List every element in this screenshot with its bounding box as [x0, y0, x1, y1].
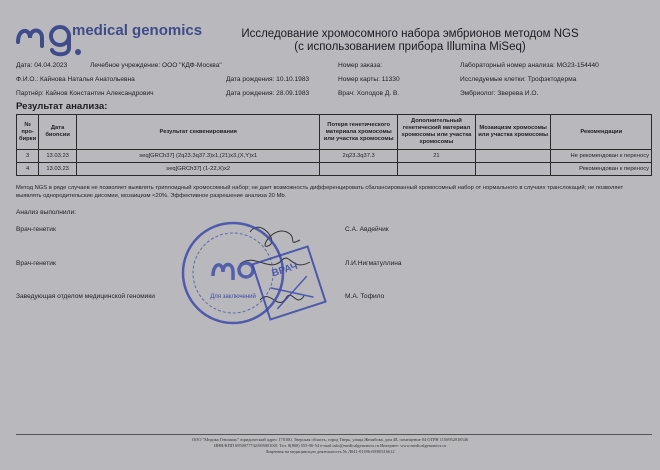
signer-name-2: Л.И.Нигматуллина: [345, 260, 402, 267]
patient-name: Ф.И.О.: Кайнова Наталья Анатольевна: [16, 76, 135, 83]
header-sequencing-result: Результат секвенирования: [77, 115, 320, 150]
signer-name-1: С.А. Авдейчик: [345, 226, 389, 233]
signer-name-3: М.А. Тофило: [345, 293, 385, 300]
cell-tube: 4: [17, 163, 39, 176]
card-number: Номер карты: 11330: [338, 76, 400, 83]
footer-line-1: ООО "Медика Геномикс" юридический адрес 170100, Тверская область, город Тверь, улица Желябова, дом 48, помещение 04 ОГРН 1156952018546: [191, 437, 469, 442]
cell-mosaic: [475, 150, 551, 163]
header-tube-number: № про-бирки: [17, 115, 39, 150]
cell-recommendation: Не рекомендован к переносу: [551, 150, 652, 163]
section-title: Результат анализа:: [16, 101, 108, 112]
report-date: Дата: 04.04.2023: [16, 62, 68, 69]
square-stamp-text: ВРАЧ: [270, 260, 300, 280]
institution: Лечебное учреждение: ООО "КДФ-Москва": [90, 62, 222, 69]
footer-line-2: ИНН/КПП 6950077742/695001001 Тел. 8(800) 555-06-54 e-mail info@medicalgenomics.ru Интернет: www.medicalgenomics.ru: [213, 443, 447, 448]
table-row: [17, 163, 652, 176]
cell-result: seq[GRCh37] (1-22,X)x2: [77, 163, 320, 176]
header-gain: Дополнительный генетический материал хромосомы или участка хромосомы: [398, 115, 476, 150]
title-line-2: (с использованием прибора Illumina MiSeq): [294, 41, 526, 53]
doctor-name: Врач: Холодов Д. В.: [338, 90, 400, 97]
signer-role-2: Врач-генетик: [16, 260, 56, 267]
method-note: Метод NGS в ряде случаев не позволяет выявлять триплоидный хромосомный набор; не дает возможность дифференцировать сбалансированный хромосомный набор от нормального в случаях транслокаций; не позволяет выявлять однородительские дисомии, мозаицизм <20%. Эффективное разрешение анализа 20 Mb.: [16, 185, 624, 199]
footer: [120, 437, 540, 455]
report-title: [230, 28, 590, 54]
header-recommendations: Рекомендации: [551, 115, 652, 150]
cell-gain: 21: [398, 150, 476, 163]
embryologist-name: Эмбриолог: Зверева И.О.: [460, 90, 539, 97]
footer-divider: [16, 434, 652, 435]
partner-dob: Дата рождения: 28.09.1983: [226, 90, 310, 97]
header-mosaicism: Мозаицизм хромосомы или участка хромосомы: [475, 115, 551, 150]
brand-name: medical genomics: [72, 22, 203, 39]
cell-tube: 3: [17, 150, 39, 163]
cell-date: 13.03.23: [39, 163, 77, 176]
cells-type: Исследуемые клетки: Трофэктодерма: [460, 76, 577, 83]
signer-role-1: Врач-генетик: [16, 226, 56, 233]
signer-role-3: Заведующая отделом медицинской геномики: [16, 293, 155, 300]
footer-line-3: Лицензия на медицинскую деятельность № Л041-01186-69/00316612: [265, 449, 395, 454]
header-loss: Потеря генетического материала хромосомы или участка хромосомы: [320, 115, 398, 150]
title-line-1: Исследование хромосомного набора эмбрионов методом NGS: [241, 28, 579, 40]
cell-loss: [320, 163, 398, 176]
table-row: [17, 150, 652, 163]
cell-recommendation: Рекомендован к переносу: [551, 163, 652, 176]
cell-loss: 2q23.3q37.3: [320, 150, 398, 163]
order-number: Номер заказа:: [338, 62, 382, 69]
performed-by-label: Анализ выполнили:: [16, 209, 76, 216]
header-biopsy-date: Дата биопсии: [39, 115, 77, 150]
partner-name: Партнёр: Кайнов Константин Александрович: [16, 90, 154, 97]
cell-result: seq[GRCh37] (2q23.3q37.3)x1,(21)x3,(X,Y)x1: [77, 150, 320, 163]
cell-date: 13.03.23: [39, 150, 77, 163]
patient-dob: Дата рождения: 10.10.1983: [226, 76, 310, 83]
cell-gain: [398, 163, 476, 176]
cell-mosaic: [475, 163, 551, 176]
doctor-stamp: [248, 242, 330, 324]
lab-number: Лабораторный номер анализа: MG23-154440: [460, 62, 599, 69]
table-header-row: [17, 115, 652, 150]
results-table: [16, 114, 652, 176]
round-stamp-text: Для заключений: [210, 294, 256, 300]
